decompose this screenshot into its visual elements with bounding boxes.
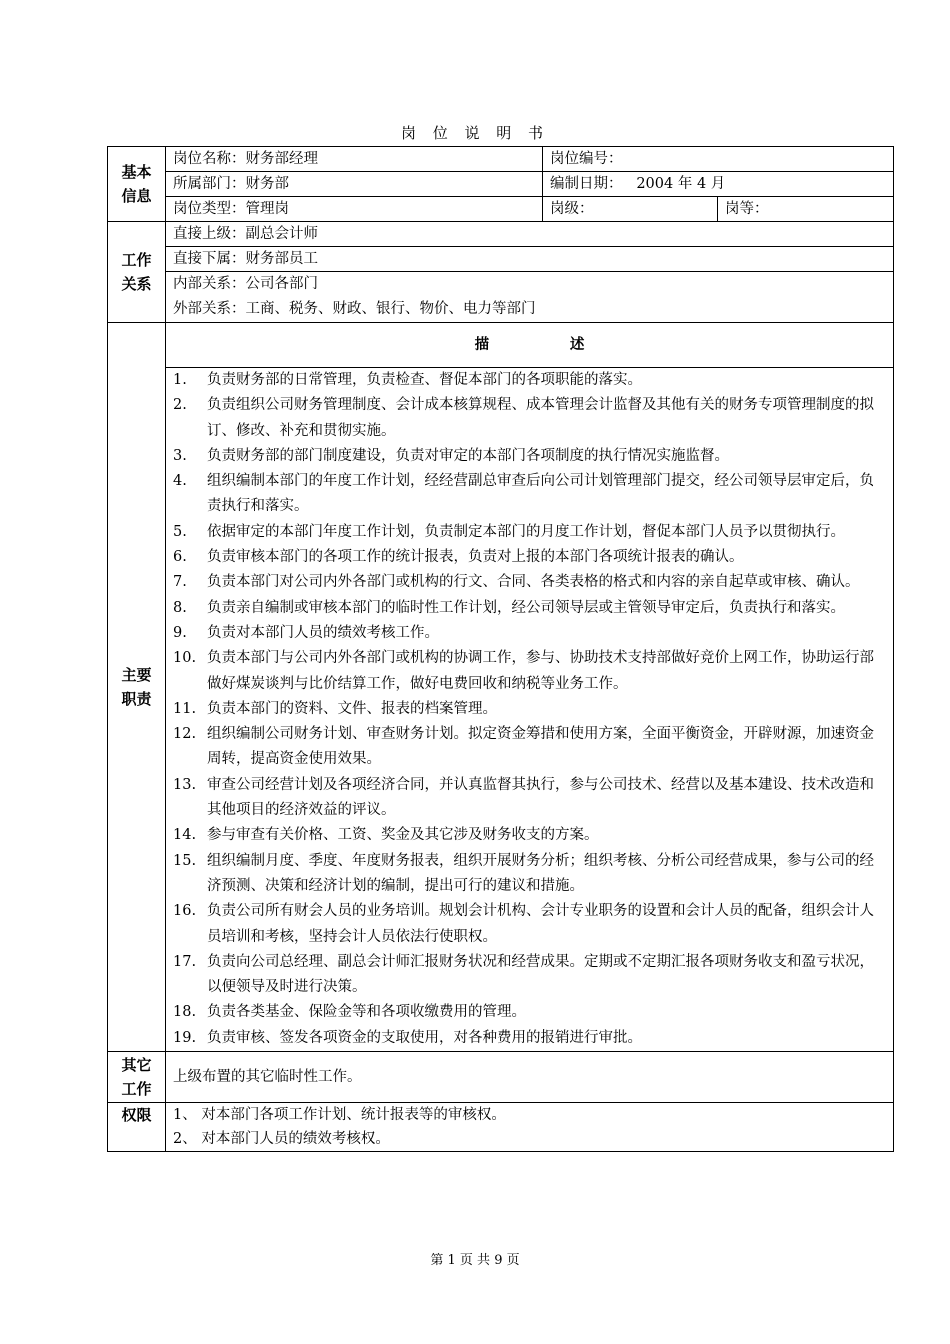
duty-list: [173, 368, 886, 1051]
duty-item: [173, 773, 886, 824]
duty-text: 负责本部门与公司内外各部门或机构的协调工作，参与、协助技术支持部做好竞价上网工作，协助运行部做好煤炭谈判与比价结算工作，做好电费回收和纳税等业务工作。: [207, 650, 874, 692]
direct-subordinate-cell: 直接下属：财务部员工: [166, 247, 894, 272]
duty-text: 组织编制月度、季度、年度财务报表，组织开展财务分析；组织考核、分析公司经营成果，参与公司的经济预测、决策和经济计划的编制，提出可行的建议和措施。: [207, 852, 874, 894]
direct-superior-cell: 直接上级：副总会计师: [166, 222, 894, 247]
other-work-cell: 上级布置的其它临时性工作。: [166, 1052, 894, 1103]
relations-row-1: [108, 222, 894, 247]
duty-item: [173, 1026, 886, 1051]
right-item: 1、 对本部门各项工作计划、统计报表等的审核权。: [173, 1107, 506, 1124]
duty-number: 19.: [173, 1029, 197, 1046]
duty-number: 11.: [173, 700, 197, 717]
duty-number: 17.: [173, 953, 197, 970]
duty-number: 15.: [173, 852, 197, 869]
duties-body-row: [108, 368, 894, 1052]
rights-cell: [166, 1103, 894, 1152]
duty-item: [173, 596, 886, 621]
section-other-label: 其它 工作: [108, 1052, 166, 1103]
duty-item: [173, 545, 886, 570]
duty-item: [173, 697, 886, 722]
section-rights-label: 权限: [108, 1103, 166, 1152]
rank-cell: 岗等：: [718, 197, 894, 222]
duty-item: [173, 823, 886, 848]
duty-number: 7.: [173, 574, 187, 591]
duty-item: [173, 1000, 886, 1025]
basic-row-3: [108, 197, 894, 222]
position-type-cell: 岗位类型：管理岗: [166, 197, 543, 222]
duty-number: 14.: [173, 827, 197, 844]
rights-row: [108, 1103, 894, 1152]
duty-item: [173, 950, 886, 1001]
duty-text: 负责本部门对公司内外各部门或机构的行文、合同、各类表格的格式和内容的亲自起草或审核、确认。: [207, 574, 860, 591]
duty-text: 负责本部门的资料、文件、报表的档案管理。: [207, 700, 497, 717]
duty-text: 负责对本部门人员的绩效考核工作。: [207, 624, 439, 641]
duty-text: 负责向公司总经理、副总会计师汇报财务状况和经营成果。定期或不定期汇报各项财务收支和盈亏状况，以便领导及时进行决策。: [207, 953, 874, 996]
duties-cell: [166, 368, 894, 1052]
duty-number: 6.: [173, 549, 187, 566]
document-title: 岗 位 说 明 书: [400, 124, 550, 142]
duty-text: 负责亲自编制或审核本部门的临时性工作计划，经公司领导层或主管领导审定后，负责执行和落实。: [207, 599, 845, 616]
description-header: 描 述: [166, 323, 894, 368]
compile-date-cell: 编制日期： 2004 年 4 月: [543, 172, 894, 197]
basic-row-2: [108, 172, 894, 197]
job-description-table: [107, 146, 894, 1152]
duty-number: 1.: [173, 372, 187, 388]
relations-detail-cell: [166, 272, 894, 323]
duty-text: 负责审核、签发各项资金的支取使用，对各种费用的报销进行审批。: [207, 1029, 642, 1046]
duty-text: 负责财务部的日常管理，负责检查、督促本部门的各项职能的落实。: [207, 372, 642, 388]
duty-item: [173, 393, 886, 444]
relations-row-3: [108, 272, 894, 323]
duty-item: [173, 646, 886, 697]
duty-number: 10.: [173, 650, 197, 667]
duty-item: [173, 722, 886, 773]
basic-row-1: [108, 147, 894, 172]
grade-cell: 岗级：: [543, 197, 718, 222]
duty-text: 负责各类基金、保险金等和各项收缴费用的管理。: [207, 1004, 526, 1021]
page-footer: 第 1 页 共 9 页: [430, 1253, 520, 1268]
duty-item: [173, 899, 886, 950]
duty-number: 2.: [173, 397, 187, 414]
duty-text: 组织编制本部门的年度工作计划，经经营副总审查后向公司计划管理部门提交，经公司领导层审定后，负责执行和落实。: [207, 473, 874, 515]
other-row: [108, 1052, 894, 1103]
department-cell: 所属部门：财务部: [166, 172, 543, 197]
relations-row-2: [108, 247, 894, 272]
right-item: 2、 对本部门人员的绩效考核权。: [173, 1131, 390, 1148]
duty-number: 3.: [173, 447, 187, 464]
duty-text: 组织编制公司财务计划、审查财务计划。拟定资金筹措和使用方案，全面平衡资金，开辟财源，加速资金周转，提高资金使用效果。: [207, 726, 874, 768]
duty-item: [173, 520, 886, 545]
duty-number: 5.: [173, 523, 187, 540]
duty-item: [173, 849, 886, 900]
section-relations-label: 工作 关系: [108, 222, 166, 323]
duty-text: 负责审核本部门的各项工作的统计报表，负责对上报的本部门各项统计报表的确认。: [207, 549, 744, 566]
duty-number: 4.: [173, 473, 187, 490]
duty-item: [173, 368, 886, 393]
duty-text: 依据审定的本部门年度工作计划，负责制定本部门的月度工作计划，督促本部门人员予以贯彻执行。: [207, 523, 845, 540]
duty-text: 负责财务部的部门制度建设，负责对审定的本部门各项制度的执行情况实施监督。: [207, 447, 729, 464]
duties-header-row: [108, 323, 894, 368]
duty-number: 8.: [173, 599, 187, 616]
duty-number: 18.: [173, 1004, 197, 1021]
duty-text: 参与审查有关价格、工资、奖金及其它涉及财务收支的方案。: [207, 827, 599, 844]
section-duties-label: 主要 职责: [108, 323, 166, 1052]
duty-number: 9.: [173, 624, 187, 641]
duty-number: 12.: [173, 726, 197, 743]
position-name-cell: 岗位名称：财务部经理: [166, 147, 543, 172]
duty-item: [173, 621, 886, 646]
duty-text: 负责公司所有财会人员的业务培训。规划会计机构、会计专业职务的设置和会计人员的配备，组织会计人员培训和考核，坚持会计人员依法行使职权。: [207, 903, 874, 945]
internal-relations: 内部关系：公司各部门: [173, 276, 318, 292]
position-code-cell: 岗位编号：: [543, 147, 894, 172]
duty-text: 负责组织公司财务管理制度、会计成本核算规程、成本管理会计监督及其他有关的财务专项管理制度的拟订、修改、补充和贯彻实施。: [207, 397, 874, 439]
duty-item: [173, 570, 886, 595]
section-basic-label: 基本 信息: [108, 147, 166, 222]
duty-text: 审查公司经营计划及各项经济合同，并认真监督其执行，参与公司技术、经营以及基本建设、技术改造和其他项目的经济效益的评议。: [207, 776, 874, 819]
duty-item: [173, 444, 886, 469]
external-relations: 外部关系：工商、税务、财政、银行、物价、电力等部门: [173, 301, 536, 317]
duty-item: [173, 469, 886, 520]
duty-number: 13.: [173, 776, 197, 793]
duty-number: 16.: [173, 903, 197, 920]
